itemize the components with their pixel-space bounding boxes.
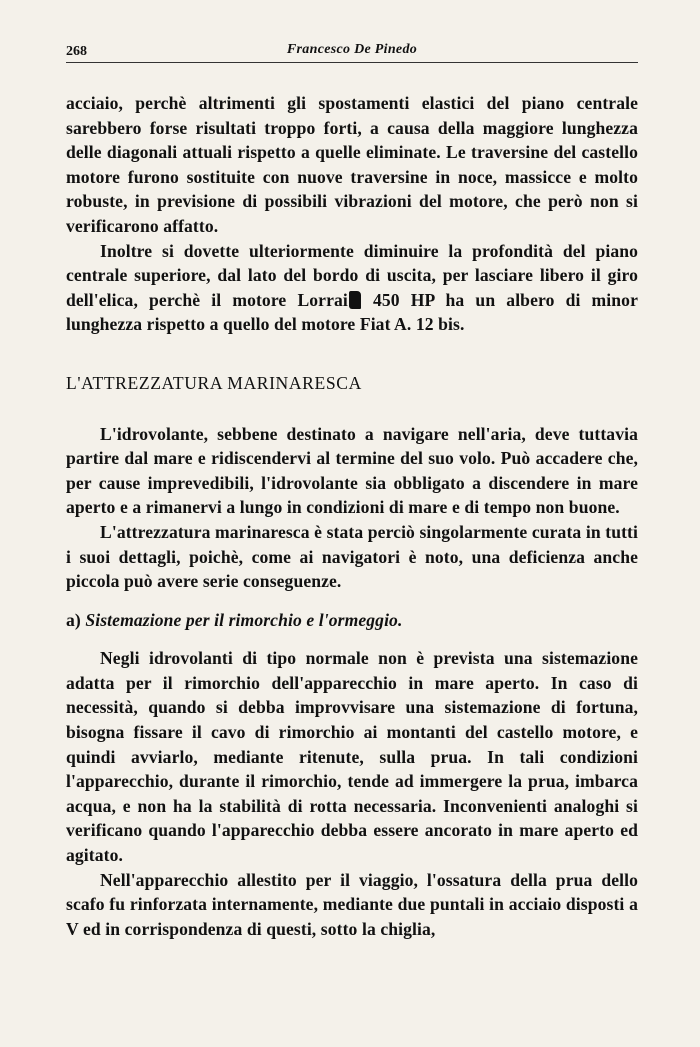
page-header (66, 40, 638, 63)
section-heading: L'ATTREZZATURA MARINARESCA (66, 372, 362, 393)
paragraph-rimorchio: Negli idrovolanti di tipo normale non è prevista una sistemazione adatta per il rimorchio dell'apparecchio in mare aperto. In caso di necessità, quando si debba improvvisare una sistemazione di fortuna, bisogna fissare il cavo di rimorchio ai montanti del castello motore, e quindi avviarlo, mediante ritenute, sulla prua. In tali condizioni l'apparecchio, durante il rimorchio, tende ad immergere la prua, imbarca acqua, e non ha la stabilità di rotta necessaria. Inconvenienti analoghi si verificano quando l'apparecchio debba essere ancorato in mare aperto ed agitato. (66, 648, 638, 866)
subsection-heading (66, 608, 638, 633)
page-body (66, 91, 638, 941)
book-page (66, 40, 638, 941)
ink-blot (349, 291, 361, 309)
subsection-title: Sistemazione per il rimorchio e l'ormeggio. (85, 609, 403, 630)
paragraph-prua: Nell'apparecchio allestito per il viaggio, l'ossatura della prua dello scafo fu rinforzata internamente, mediante due puntali in acciaio disposti a V ed in corrispondenza di questi, sotto la chiglia, (66, 869, 638, 939)
paragraph-engine-part2: 450 HP ha un albero di minor lunghezza rispetto a quello del motore Fiat A. 12 bis. (66, 289, 638, 335)
subsection-label: a) (66, 609, 81, 630)
paragraph-engine (66, 239, 638, 337)
paragraph-idrovolante: L'idrovolante, sebbene destinato a navigare nell'aria, deve tuttavia partire dal mare e ridiscendervi al termine del suo volo. Può accadere che, per cause imprevedibili, l'idrovolante sia obbligato a discendere in mare aperto e a rimanervi a lungo in condizioni di mare e di tempo non buone. (66, 423, 638, 518)
page-number: 268 (66, 44, 87, 59)
paragraph-attrezzatura: L'attrezzatura marinaresca è stata perciò singolarmente curata in tutti i suoi dettagli, poichè, come ai navigatori è noto, una deficienza anche piccola può avere serie conseguenze. (66, 521, 638, 592)
paragraph-engine-part1: Inoltre si dovette ulteriormente diminuire la profondità del piano centrale superiore, dal lato del bordo di uscita, per lasciare libero il giro dell'elica, perchè il motore Lorrai (66, 240, 638, 310)
running-title: Francesco De Pinedo (286, 42, 418, 57)
paragraph-continued: acciaio, perchè altrimenti gli spostamenti elastici del piano centrale sarebbero forse risultati troppo forti, a causa della maggiore lunghezza delle diagonali attuali rispetto a quelle eliminate. Le traversine del castello motore furono sostituite con nuove traversine in noce, massicce e molto robuste, in previsione di possibili vibrazioni del motore, che però non si verificarono affatto. (66, 93, 638, 236)
